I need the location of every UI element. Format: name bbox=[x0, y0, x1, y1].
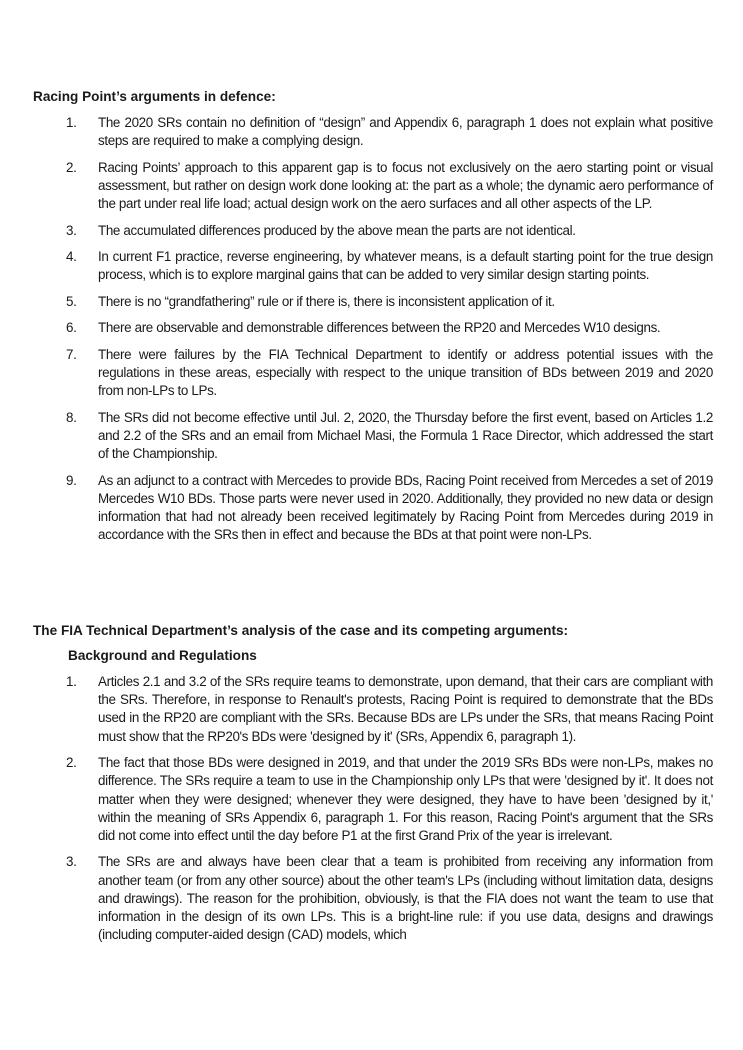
list-number: 2. bbox=[66, 755, 77, 771]
list-text: The fact that those BDs were designed in 2019, and that under the 2019 SRs BDs were non-LPs, makes no difference. The SRs require a team to use in the Championship only LPs that were 'designed by it'. It does not matter when they were designed; whenever they were designed, they have to have been 'designed by it,' within the meaning of SRs Appendix 6, paragraph 1. For this reason, Racing Point's argument that the SRs did not come into effect until the day before P1 at the first Grand Prix of the year is irrelevant. bbox=[98, 755, 713, 843]
list-text: There are observable and demonstrable differences between the RP20 and Mercedes W10 designs. bbox=[98, 320, 661, 336]
list-item bbox=[0, 754, 743, 845]
list-item bbox=[0, 114, 743, 150]
list-item bbox=[0, 319, 743, 337]
list-number: 3. bbox=[66, 854, 77, 870]
list-text: The accumulated differences produced by the above mean the parts are not identical. bbox=[98, 222, 576, 238]
list-number: 6. bbox=[66, 320, 77, 336]
list-number: 1. bbox=[66, 115, 77, 130]
list-item bbox=[0, 159, 743, 214]
list-item bbox=[0, 222, 743, 240]
list-text: As an adjunct to a contract with Mercedes to provide BDs, Racing Point received from Mercedes a set of 2019 Mercedes W10 BDs. Those parts were never used in 2020. Additionally, they provided no new data or design information that had not already been received legitimately by Racing Point from Mercedes during 2019 in accordance with the SRs then in effect and because the BDs at that point were non-LPs. bbox=[98, 472, 713, 543]
list-number: 9. bbox=[66, 472, 77, 488]
list-text: The SRs did not become effective until Jul. 2, 2020, the Thursday before the first event, based on Articles 1.2 and 2.2 of the SRs and an email from Michael Masi, the Formula 1 Race Director, which addressed the start of the Championship. bbox=[98, 409, 713, 462]
list-text: There were failures by the FIA Technical Department to identify or address potential issues with the regulations in these areas, especially with respect to the unique transition of BDs between 2019 and 2020 from non-LPs to LPs. bbox=[98, 346, 713, 399]
list-text: The SRs are and always have been clear that a team is prohibited from receiving any information from another team (or from any other source) about the other team's LPs (including without limitation data, designs and drawings). The reason for the prohibition, obviously, is that the FIA does not want the team to use that information in the design of its own LPs. This is a bright-line rule: if you use data, designs and drawings (including computer-aided design (CAD) models, which bbox=[98, 854, 713, 943]
list-item bbox=[0, 293, 743, 311]
list-number: 1. bbox=[66, 674, 77, 689]
fia-analysis-list bbox=[0, 673, 743, 953]
list-number: 4. bbox=[66, 249, 77, 265]
list-number: 7. bbox=[66, 346, 77, 362]
list-item bbox=[0, 346, 743, 401]
list-item bbox=[0, 409, 743, 464]
list-text: There is no “grandfathering” rule or if there is, there is inconsistent application of it. bbox=[98, 293, 555, 309]
list-number: 8. bbox=[66, 409, 77, 425]
section-heading-fia-analysis: The FIA Technical Department’s analysis of the case and its competing arguments: bbox=[33, 623, 569, 638]
defence-arguments-list bbox=[0, 114, 743, 553]
list-item bbox=[0, 673, 743, 746]
list-number: 2. bbox=[66, 159, 77, 175]
subheading-background: Background and Regulations bbox=[68, 648, 257, 663]
list-text: Racing Points’ approach to this apparent gap is to focus not exclusively on the aero starting point or visual assessment, but rather on design work done looking at: the part as a whole; the dynamic aero performance of the part under real life load; actual design work on the aero surfaces and all other aspects of the LP. bbox=[98, 159, 713, 212]
section-heading-defence: Racing Point’s arguments in defence: bbox=[33, 89, 276, 104]
list-text: The 2020 SRs contain no definition of “design” and Appendix 6, paragraph 1 does not explain what positive steps are required to make a complying design. bbox=[98, 115, 713, 149]
list-number: 3. bbox=[66, 222, 77, 238]
list-text: Articles 2.1 and 3.2 of the SRs require teams to demonstrate, upon demand, that their cars are compliant with the SRs. Therefore, in response to Renault's protests, Racing Point is required to demonstrate that the BDs used in the RP20 are compliant with the SRs. Because BDs are LPs under the SRs, that means Racing Point must show that the RP20's BDs were 'designed by it' (SRs, Appendix 6, paragraph 1). bbox=[98, 674, 713, 744]
list-item bbox=[0, 853, 743, 944]
list-item bbox=[0, 472, 743, 545]
list-text: In current F1 practice, reverse engineering, by whatever means, is a default starting point for the true design process, which is to explore marginal gains that can be added to very similar design starting points. bbox=[98, 249, 713, 283]
list-item bbox=[0, 248, 743, 284]
list-number: 5. bbox=[66, 293, 77, 309]
